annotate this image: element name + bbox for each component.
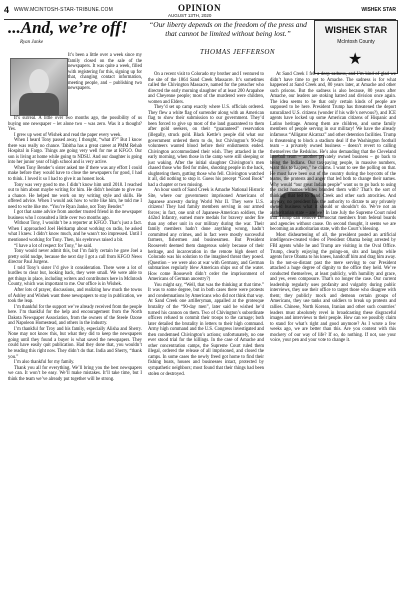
paragraph: When Tony Bender’s sister asked me if there was any effort I could make before they would have to close the newspapers for good, I had to think. I loved it so I had to give it an honest look. [8, 165, 142, 183]
page-number: 4 [4, 5, 10, 15]
article1-intro [68, 53, 142, 92]
paragraph: I’m thankful for the support we’ve already received from the people here. I’m thankful for the help and encouragement from the North Dakota Newspaper Association, from the owners of the Steele Ozone and Napoleon Homestead, and others in the industry. [8, 304, 142, 327]
logo-title: WISHEK STAR [324, 25, 388, 35]
quote-author: THOMAS JEFFERSON [200, 48, 276, 56]
paragraph: I told Tony’s sister I’d give it consideration. There were a lot of hurdles to clear but, looking back, they were small. We were able to get things in place, including writers and contributors here in McIntosh County, which was important to me. Our office is in Wishek. [8, 265, 142, 288]
issue-date: AUGUST 13TH, 2020 [168, 13, 212, 18]
paragraph: Without Tony, I wouldn’t be a reporter at KFGO. That’s just a fact. When I approached Joel Heitkamp about working on radio, he asked what I knew. I didn’t know much, and he wasn’t too impressed. Until I mentioned working for Tony. Then, his eyebrows raised a bit. [8, 221, 142, 244]
pull-quote: “Our liberty depends on the freedom of the press and that cannot be limited without being lost.” [149, 20, 307, 38]
columnist-logo [314, 20, 398, 74]
logo-subtitle: McIntosh County [337, 39, 375, 45]
section-title: OPINION [178, 3, 222, 13]
paragraph: It’s surreal. A little over two months ago, the possibility of us buying one newspaper – let alone two – was zero. Was it a thought? Yes. [8, 116, 142, 133]
paragraph: I got that same advice from another trusted friend in the newspaper business who I consulted a little over two months ago. [8, 210, 142, 221]
author-photo [10, 58, 68, 116]
photo-body [19, 93, 59, 115]
paragraph: I grew up west of Wishek and read the paper every week. [14, 132, 122, 138]
paragraph: When I heard Tony passed away, I thought, “what if?” But I know there was really no chance. Tabitha has a great career at PMM Rehab Hospital in Fargo. Things are going very well for me at KFGO. Our son is living at home while going to NDSU. And our daughter is going into her junior year of high school and is very active. [8, 138, 142, 166]
paragraph: On a recent visit to Colorado my brother and I ventured to the site of the 1864 Sand Creek Massacre. It’s sometimes called the Chivington Massacre, named for the preacher who directed the early morning slaughter of at least 200 Arapahoe and Cheyenne people; most of the murdered were children, women and Elders. [148, 72, 264, 105]
paragraph: Tony would never admit this, but I’m fairly certain he gave Joel a pretty solid nudge, because the next day I got a call from KFGO News director Paul Jurgens. [8, 249, 142, 266]
article2-column1 [148, 72, 264, 377]
paragraph: Most disheartening of all, the president posted an artificial intelligence-created video of President Obama being arrested by FBI agents while he and Trump are visiting in the Oval Office. Trump, clearly enjoying the goings-on, sits and laughs while agents force Obama to his knees, handcuff him and drag him away. In the not-so-distant past the mere serving to our President attached a huge degree of dignity to the office they held. We’ve conducted themselves, at least publicly, with humility and grace, and yes, even composure. That’s no longer the case. Our current leadership regularly uses profanity and vulgarity during public interviews, they use their office to target those who disagree with them; they publicly mock and demean certain groups of Americans, they use tanks and soldiers to break up protests and rallies. Chinese, North Korean, Iranian and other such countries’ leaders must absolutely revel in broadcasting these disgraceful images and interviews to their people. How can we possibly claim to stand for what’s right and good anymore? As I wrote a few weeks ago, we are better than this. Are you content with this mockery of our way of life? If so, do nothing. If not, use your voice, your pen and your vote to change it. [270, 232, 397, 344]
article-title: ...And, we’re off! [8, 18, 128, 37]
paragraph: They’d set up camp exactly where U.S. officials ordered. They flew a white flag of surrender along with an American flag to show their submission to our government. They’d been forced to give up most of the land guaranteed to them after gold seekers, on their “guaranteed” reservation (illegally, struck gold. Black Kettle’s people did what our government ordered them to do, but Chivington’s 90-day volunteers wanted blood before their enlistments ended. Chivington accommodated their wish. They attacked in the early morning, when those in the camp were still sleeping or just waking. After the initial slaughter Chivington’s men chased those who fled for miles, shooting people in the back, slughtering them, gutting those who fell. Chivington watched it all, did nothing to stop it. Guess his precept “Good Book” had a chapter or two missing. [148, 105, 264, 188]
article1-body [8, 116, 142, 382]
paragraph: An hour south of Sand Creek is Amache National Historic Site, where our government imprisoned Americans of Japanese ancestry during World War II. They were U.S. citizens! They had family members serving in our armed forces; in fact, one unit of Japanese-American soldiers, the 442nd Infantry, earned more medals for bravery under fire than any other unit in our military during the war. Their family members hadn’t done anything wrong, hadn’t committed any crimes, and in fact were mostly successful farmers, fishermen and businessmen. But President Roosevelt deemed them dangerous solely because of their heritage, and incarceration in the remote high desert of Colorado was his solution to the imagined threat they posed. (Question – we were also at war with Germany, and German submarines regularly blew American ships out of the water. How come Roosevelt didn’t order the imprisonment of Americans of German ancestry?) [148, 188, 264, 283]
paragraph: Thank you all for everything. We’ll bring you the best newspapers we can. It won’t be easy. We’ll make mistakes. It’ll take time, but I think the team we’ve already put together will be strong. [8, 365, 142, 382]
website-url[interactable]: WWW.MCINTOSH-STAR-TRIBUNE.COM [14, 7, 113, 13]
paper-name: WISHEK STAR [361, 7, 396, 13]
page-header [4, 3, 396, 19]
paragraph: It’s been a little over a week since my family closed on the sale of the newspapers. It was quite a week, filled with registering for this, signing up for that, changing contact information, meeting people, and – publishing two newspapers. [68, 53, 142, 92]
paragraph: You might say, “Well, that was the thinking at that time.” It was to some degree, but in both cases there were protests and condemnations by Americans who did not think that way. At Sand Creek one artilleryman, appalled at the grotesque brutality of the “90-day men”, later said he wished he’d turned his cannon on them. Two of Chivington’s subordinate officers refused to commit their troops to the carnage; both later detailed the brutality in letters to their high command. Army high command and the U.S. Congress investigated and then condemned Chivington’s actions; unfortunately, no one ever stood trial for the killings. In the case of Amache and other concentration camps, the Supreme Court ruled them illegal, ordered the release of all imprisoned, and closed the camps. In some cases the newly freed got home to find their fishing boats, houses and businesses intact, protected by sympathetic neighbors; most found that their things had been stolen or destroyed. [148, 282, 264, 377]
paragraph: At Sand Creek I felt a deep sadness, and I’m kind of glad we didn’t have time to get to Amache. The sadness is for what happened at Sand Creek and, 80 years later, at Amache and other such prisons. But the sadness is also because, 80 years after Amache, our leaders are stoking hatred and division once again. The idea seems to be that only certain kinds of people are supposed to be here. President Trump has threatened the deport naturalized U.S. citizens (wonder if his wife’s nervous?), and ICE agents have locked up some American citizens of Hispanic and Latino heritage. Among them are children, and some family members of people serving in our military! We have the already infamous “Alligator Alcatraz” and other detention facilities. Trump is threatening to block a stadium deal if the Washington football team – a privately owned business – doesn’t revert to calling themselves the Redskins. He’s also demanding that the Cleveland baseball team – another privately owned business – go back to being the Indians. Our tax-paying people, in massive numbers, want this to happen,” he claims. I want to see the polling on that. He must have been out of the country during the boycotts of the teams, the protests and anger that led both to change their names. Why would “our great Indian people” want us to go back to using the racist names whites branded them with? That’s the sort of thinking that led to Sand Creek and other such atrocities. And anyway, no president has the authority to dictate to any privately owned business what it should or shouldn’t do. We’re not an authoritarian state – are we? In late July the Supreme Court ruled that Trump can remove Democrat members from federal boards and agencies without cause. On second thought, it seems we are becoming an authoritarian state, with the Court’s blessing. [270, 72, 397, 233]
paragraph: I’m thankful for Troy and his family, especially Alisha and Sherry. None may not know this, but what they did to keep the newspapers going until they found a buyer is what saved the newspapers. They could have easily quit publication. Had they done that, you wouldn’t be reading this right now. They didn’t do that. India and Sherry, “thank you.” [8, 326, 142, 360]
photo-face [29, 69, 49, 95]
paragraph: Tony was very good to me. I didn’t know him until 2018. I reached out to him about maybe writing for him. He didn’t hesitate to give me a chance. He helped me work on my writing style and skills. He offered advice. When I would ask how to write like him, he told me I need to write like me. “You’re Ryan Janke, not Tony Bender.” [8, 182, 142, 210]
paragraph: After lots of prayer, discussions, and realizing how much the towns of Ashley and Wishek want these newspapers to stay in publication, we took the leap. [8, 287, 142, 305]
article-byline: Ryan Janke [20, 40, 44, 45]
star-icon: ★ [348, 51, 363, 68]
article2-column2 [270, 72, 396, 344]
paragraph: I’m also thankful for my family. [14, 360, 75, 366]
paragraph: “I have a lot of respect for Tony,” he said. [14, 243, 93, 249]
